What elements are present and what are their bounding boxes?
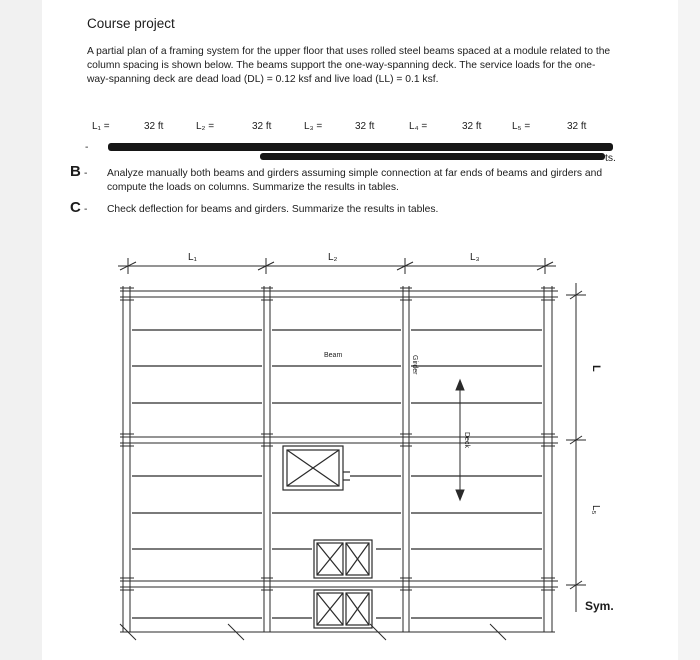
length-l3-value: 32 ft	[355, 121, 375, 132]
girder-label: Girder	[411, 355, 418, 375]
span-label-l3: L₃	[470, 252, 480, 263]
item-b-dash: -	[84, 168, 88, 179]
length-l2-label: L₂ =	[196, 121, 215, 132]
item-c-dash: -	[84, 204, 88, 215]
side-label-l: L	[590, 365, 602, 372]
deck-label: Deck	[463, 432, 470, 448]
column-marks	[120, 288, 555, 590]
span-label-l2: L₂	[328, 252, 338, 263]
item-b-text: Analyze manually both beams and girders assuming simple connection at far ends of beams and girders and compute the loads on columns. Summarize the results in tables.	[107, 168, 603, 194]
deck-span-arrow	[456, 380, 464, 500]
length-l1-value: 32 ft	[144, 121, 164, 132]
length-l5-value: 32 ft	[567, 121, 587, 132]
length-l5-label: L₅ =	[512, 121, 531, 132]
beam-label: Beam	[324, 352, 343, 359]
item-a-dash: -	[85, 142, 89, 153]
symmetry-label: Sym.	[585, 599, 614, 613]
side-label-l5: L₅	[590, 505, 601, 515]
item-a-fragment: ts.	[605, 153, 616, 164]
length-l4-value: 32 ft	[462, 121, 482, 132]
column-lines	[123, 286, 552, 632]
length-l4-label: L₄ =	[409, 121, 428, 132]
length-l1-label: L₁ =	[92, 121, 110, 132]
span-label-l1: L₁	[188, 252, 197, 263]
item-b-letter: B	[70, 163, 81, 180]
item-c-letter: C	[70, 199, 81, 216]
length-l3-label: L₃ =	[304, 121, 323, 132]
item-c-text: Check deflection for beams and girders. Summarize the results in tables.	[107, 204, 439, 215]
opening-boxes	[283, 446, 372, 628]
length-l2-value: 32 ft	[252, 121, 272, 132]
problem-statement: A partial plan of a framing system for the upper floor that uses rolled steel beams spaced at a module related to the column spacing is shown below. The beams support the one-way-spanning deck. The service loads for the one-way-spanning deck are dead load (DL) = 0.12 ksf and live load (LL) = 0.1 ksf.	[87, 46, 611, 86]
page-title: Course project	[87, 16, 175, 31]
